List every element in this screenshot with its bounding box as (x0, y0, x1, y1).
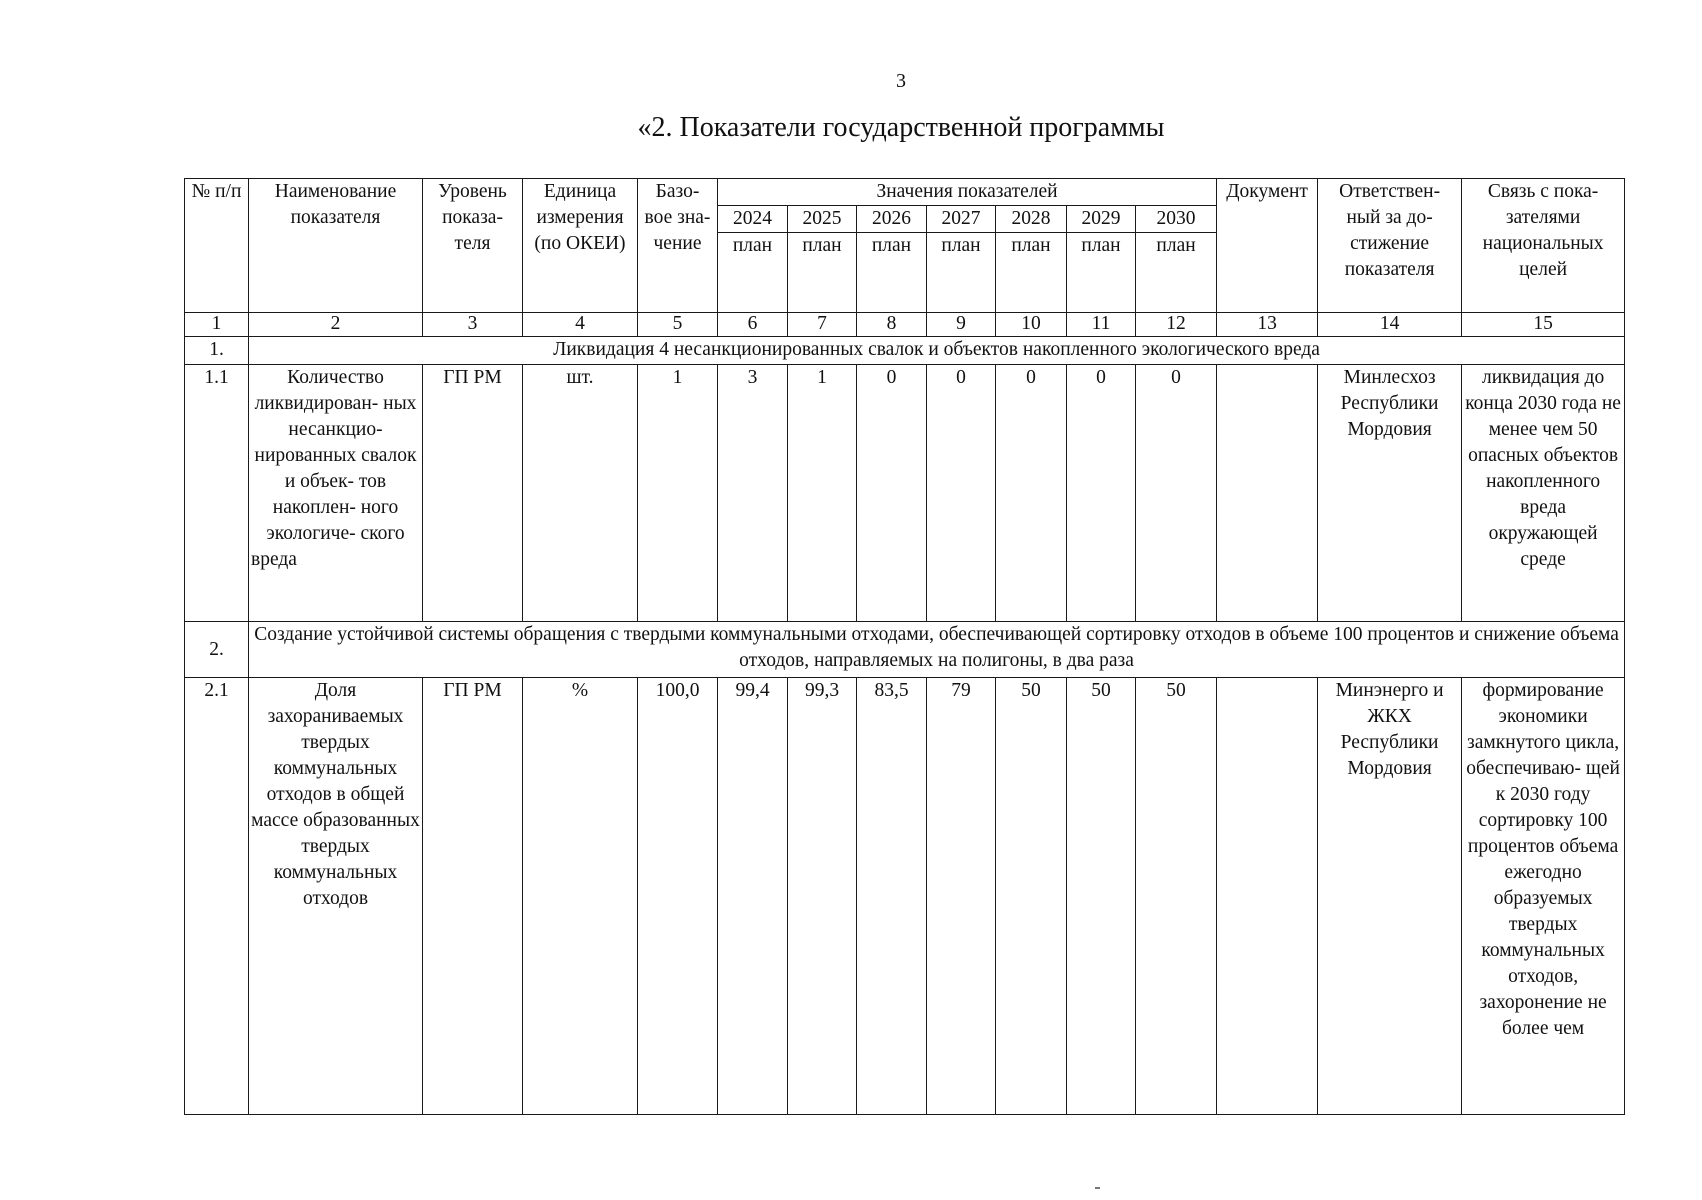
row-value: 0 (1136, 365, 1217, 622)
row-base: 100,0 (638, 678, 718, 1115)
column-number: 2 (249, 313, 423, 337)
row-link: формирование экономики замкнутого цикла, обеспечиваю- щей к 2030 году сортировку 100 процентов объема ежегодно образуемых твердых коммунальных отходов, захоронение не более чем (1462, 678, 1625, 1115)
section-title: Создание устойчивой системы обращения с твердыми коммунальными отходами, обеспечивающей сортировку отходов в объеме 100 процентов и снижение объема отходов, направляемых на полигоны, в два раза (249, 622, 1625, 678)
column-number: 6 (718, 313, 788, 337)
scan-speck (1095, 1187, 1100, 1189)
header-level: Уровень показа- теля (423, 179, 523, 313)
column-number: 9 (927, 313, 996, 337)
header-plan: план (1136, 233, 1217, 313)
header-year: 2024 (718, 206, 788, 233)
row-value: 0 (857, 365, 927, 622)
section-row (185, 337, 1625, 365)
column-number: 4 (523, 313, 638, 337)
row-num: 2.1 (185, 678, 249, 1115)
header-year: 2026 (857, 206, 927, 233)
page-number: 3 (896, 70, 906, 92)
column-number: 10 (996, 313, 1067, 337)
row-value: 3 (718, 365, 788, 622)
row-document (1217, 678, 1318, 1115)
column-number: 14 (1318, 313, 1462, 337)
row-responsible: Минэнерго и ЖКХ Республики Мордовия (1318, 678, 1462, 1115)
header-responsible: Ответствен- ный за до- стижение показателя (1318, 179, 1462, 313)
header-plan: план (1067, 233, 1136, 313)
header-year: 2028 (996, 206, 1067, 233)
column-number: 3 (423, 313, 523, 337)
header-num: № п/п (185, 179, 249, 313)
header-plan: план (927, 233, 996, 313)
row-value: 1 (788, 365, 857, 622)
section-title: Ликвидация 4 несанкционированных свалок и объектов накопленного экологического вреда (249, 337, 1625, 365)
column-number: 5 (638, 313, 718, 337)
row-value: 50 (1067, 678, 1136, 1115)
section-num: 1. (185, 337, 249, 365)
section-num: 2. (185, 622, 249, 678)
header-row (185, 179, 1625, 206)
header-document: Документ (1217, 179, 1318, 313)
row-base: 1 (638, 365, 718, 622)
row-name: Количество ликвидирован- ных несанкцио- нированных свалок и объек- тов накоплен- ного экологиче- ского вреда (249, 365, 423, 622)
row-value: 50 (1136, 678, 1217, 1115)
column-number: 15 (1462, 313, 1625, 337)
row-document (1217, 365, 1318, 622)
row-level: ГП РМ (423, 365, 523, 622)
row-num: 1.1 (185, 365, 249, 622)
section-row (185, 622, 1625, 678)
row-value: 0 (996, 365, 1067, 622)
header-plan: план (788, 233, 857, 313)
header-plan: план (718, 233, 788, 313)
header-year: 2029 (1067, 206, 1136, 233)
header-year: 2030 (1136, 206, 1217, 233)
document-title: «2. Показатели государственной программы (637, 112, 1165, 143)
header-link: Связь с пока- зателями национальных целей (1462, 179, 1625, 313)
row-responsible: Минлесхоз Республики Мордовия (1318, 365, 1462, 622)
header-base: Базо- вое зна- чение (638, 179, 718, 313)
row-value: 50 (996, 678, 1067, 1115)
header-name: Наименование показателя (249, 179, 423, 313)
row-level: ГП РМ (423, 678, 523, 1115)
column-number: 1 (185, 313, 249, 337)
column-number: 7 (788, 313, 857, 337)
column-number: 8 (857, 313, 927, 337)
row-value: 0 (927, 365, 996, 622)
column-number: 13 (1217, 313, 1318, 337)
table-row (185, 678, 1625, 1115)
row-name: Доля захораниваемых твердых коммунальных отходов в общей массе образованных твердых коммунальных отходов (249, 678, 423, 1115)
header-unit: Единица измерения (по ОКЕИ) (523, 179, 638, 313)
header-plan: план (996, 233, 1067, 313)
table-row (185, 365, 1625, 622)
header-plan: план (857, 233, 927, 313)
header-values-group: Значения показателей (718, 179, 1217, 206)
header-year: 2025 (788, 206, 857, 233)
row-link: ликвидация до конца 2030 года не менее чем 50 опасных объектов накопленного вреда окружающей среде (1462, 365, 1625, 622)
column-number: 12 (1136, 313, 1217, 337)
row-value: 0 (1067, 365, 1136, 622)
column-numbers-row (185, 313, 1625, 337)
header-year: 2027 (927, 206, 996, 233)
row-value: 79 (927, 678, 996, 1115)
indicators-table (184, 178, 1625, 1115)
row-unit: шт. (523, 365, 638, 622)
column-number: 11 (1067, 313, 1136, 337)
row-value: 99,3 (788, 678, 857, 1115)
row-value: 83,5 (857, 678, 927, 1115)
row-unit: % (523, 678, 638, 1115)
row-value: 99,4 (718, 678, 788, 1115)
